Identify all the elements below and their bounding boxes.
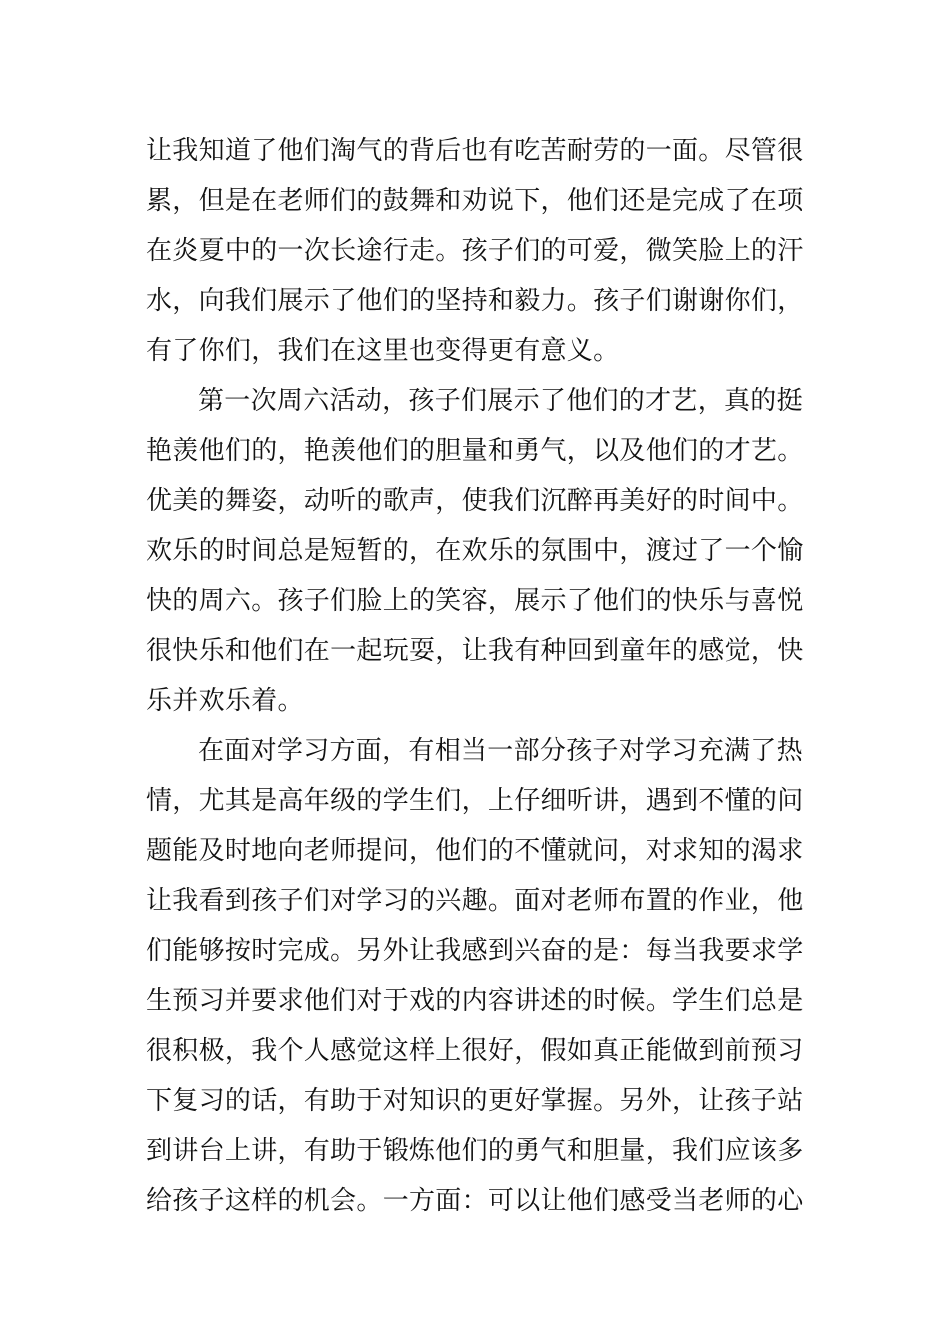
document-body	[146, 126, 808, 1226]
text-line: 艳羡他们的，艳羡他们的胆量和勇气，以及他们的才艺。	[146, 436, 804, 466]
text-line: 很快乐和他们在一起玩耍，让我有种回到童年的感觉，快	[146, 636, 804, 666]
text-line: 给孩子这样的机会。一方面：可以让他们感受当老师的心	[146, 1186, 804, 1216]
text-line: 累，但是在老师们的鼓舞和劝说下，他们还是完成了在项	[146, 186, 804, 216]
text-line: 很积极，我个人感觉这样上很好，假如真正能做到前预习	[146, 1036, 804, 1066]
text-line: 乐并欢乐着。	[146, 686, 304, 716]
text-line: 们能够按时完成。另外让我感到兴奋的是：每当我要求学	[146, 936, 804, 966]
text-line: 让我看到孩子们对学习的兴趣。面对老师布置的作业，他	[146, 886, 804, 916]
text-line: 快的周六。孩子们脸上的笑容，展示了他们的快乐与喜悦	[146, 586, 804, 616]
text-line: 有了你们，我们在这里也变得更有意义。	[146, 336, 620, 366]
text-line-indented: 在面对学习方面，有相当一部分孩子对学习充满了热	[198, 736, 803, 766]
text-line: 情，尤其是高年级的学生们，上仔细听讲，遇到不懂的问	[146, 786, 804, 816]
paragraph-2	[146, 376, 808, 726]
text-line-indented: 第一次周六活动，孩子们展示了他们的才艺，真的挺	[198, 386, 803, 416]
text-line: 欢乐的时间总是短暂的，在欢乐的氛围中，渡过了一个愉	[146, 536, 804, 566]
text-line: 题能及时地向老师提问，他们的不懂就问，对求知的渴求	[146, 836, 804, 866]
text-line: 优美的舞姿，动听的歌声，使我们沉醉再美好的时间中。	[146, 486, 804, 516]
text-line: 下复习的话，有助于对知识的更好掌握。另外，让孩子站	[146, 1086, 804, 1116]
text-line: 到讲台上讲，有助于锻炼他们的勇气和胆量，我们应该多	[146, 1136, 804, 1166]
text-line: 在炎夏中的一次长途行走。孩子们的可爱，微笑脸上的汗	[146, 236, 804, 266]
text-line: 生预习并要求他们对于戏的内容讲述的时候。学生们总是	[146, 986, 804, 1016]
text-line: 让我知道了他们淘气的背后也有吃苦耐劳的一面。尽管很	[146, 136, 804, 166]
paragraph-1	[146, 126, 808, 376]
text-line: 水，向我们展示了他们的坚持和毅力。孩子们谢谢你们，	[146, 286, 804, 316]
paragraph-3	[146, 726, 808, 1226]
